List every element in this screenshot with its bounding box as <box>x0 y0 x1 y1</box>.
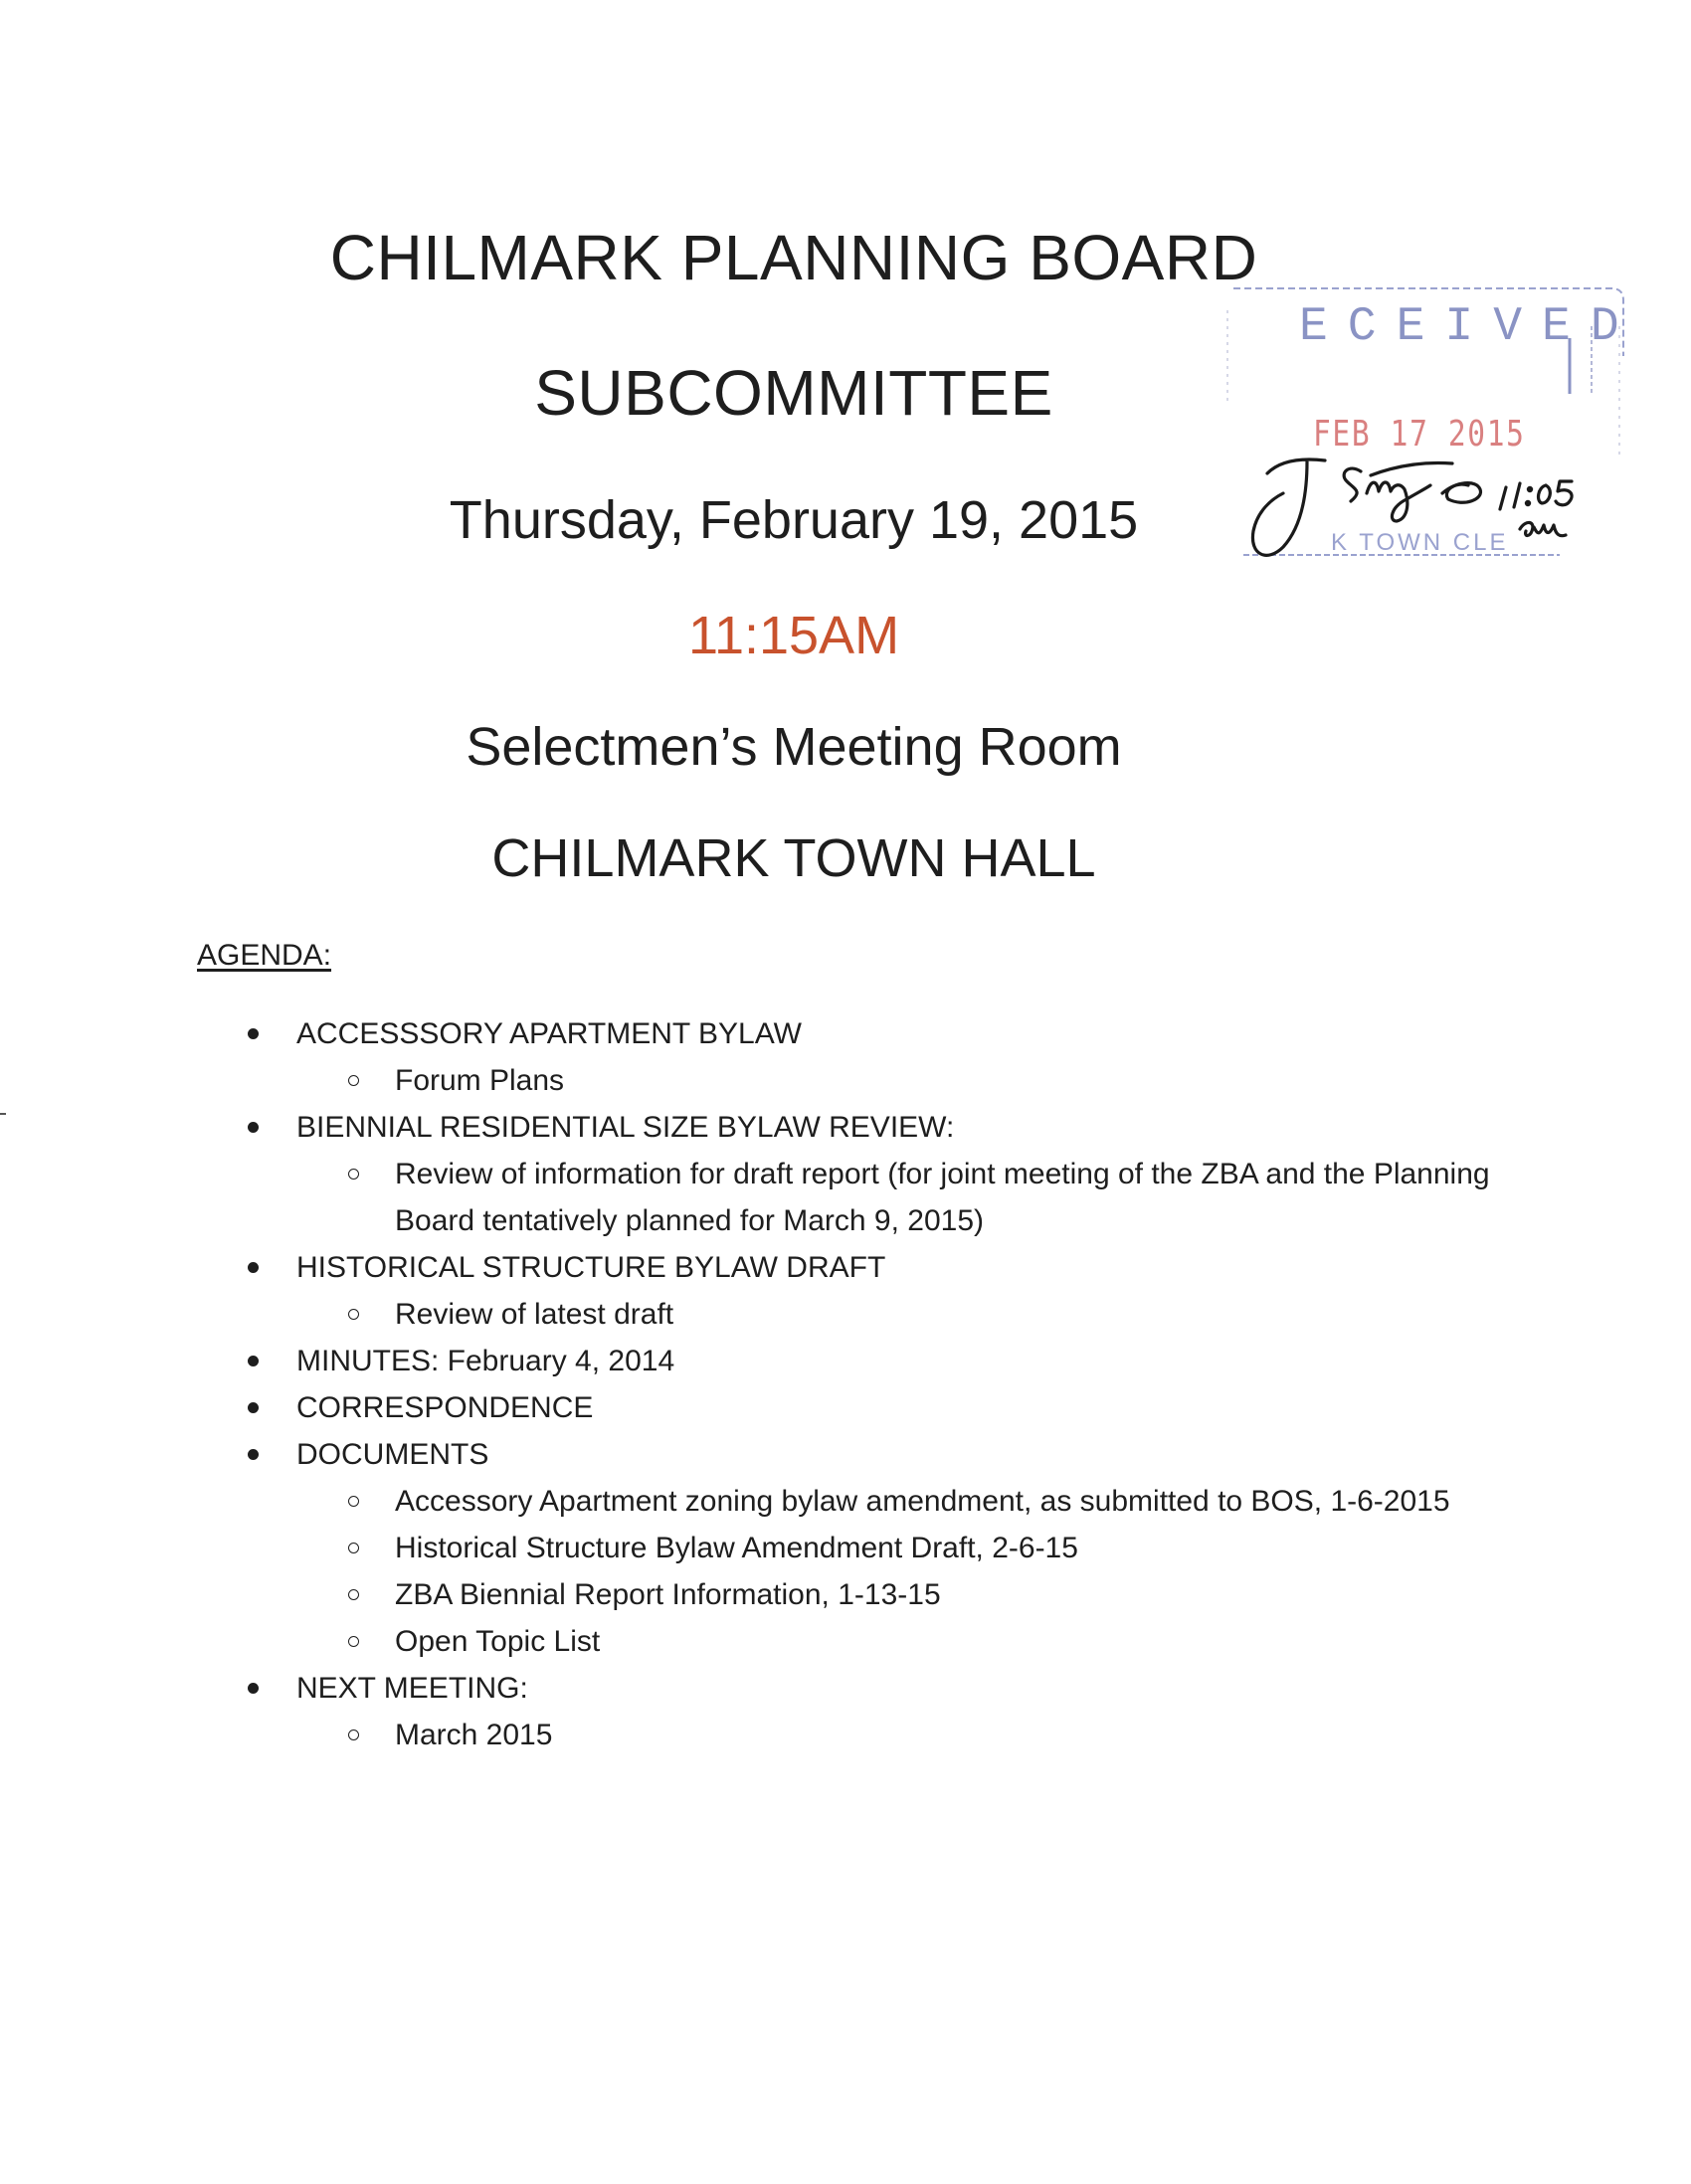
agenda-label: AGENDA: <box>197 939 332 972</box>
agenda-subitem <box>0 1291 1691 1338</box>
stamp-clerk-text: K TOWN CLE <box>1331 529 1509 556</box>
circle-bullet-icon <box>348 1309 359 1320</box>
agenda-item <box>0 1338 1691 1384</box>
agenda-subitem <box>0 1478 1691 1525</box>
circle-bullet-icon <box>348 1729 359 1740</box>
board-title: CHILMARK PLANNING BOARD <box>329 222 1258 293</box>
agenda-item-text: NEXT MEETING: <box>296 1672 528 1705</box>
agenda-item <box>0 1665 1691 1712</box>
agenda-subitem-text: Open Topic List <box>395 1625 601 1658</box>
agenda-subitem-text: Review of information for draft report (for joint meeting of the ZBA and the Planning Board tentatively planned for March 9, 2015) <box>395 1158 1490 1237</box>
meeting-time: 11:15AM <box>687 606 900 665</box>
bullet-icon <box>248 1356 259 1366</box>
agenda-list <box>0 1010 1691 1758</box>
agenda-subitem <box>0 1712 1691 1758</box>
agenda-item-text: ACCESSSORY APARTMENT BYLAW <box>296 1017 802 1050</box>
bullet-icon <box>248 1449 259 1460</box>
stamp-date: FEB 17 2015 <box>1313 414 1526 455</box>
agenda-item-text: DOCUMENTS <box>296 1438 489 1471</box>
agenda-item <box>0 1104 1691 1151</box>
circle-bullet-icon <box>348 1169 359 1180</box>
bullet-icon <box>248 1262 259 1273</box>
agenda-item-text: BIENNIAL RESIDENTIAL SIZE BYLAW REVIEW: <box>296 1111 955 1144</box>
agenda-item <box>0 1010 1691 1057</box>
meeting-date: Thursday, February 19, 2015 <box>449 490 1139 550</box>
agenda-subitem-text: Forum Plans <box>395 1064 565 1097</box>
agenda-subitem <box>0 1057 1691 1104</box>
agenda-item <box>0 1244 1691 1291</box>
agenda-item-text: MINUTES: February 4, 2014 <box>296 1345 675 1377</box>
bullet-icon <box>248 1122 259 1133</box>
meeting-venue: CHILMARK TOWN HALL <box>491 828 1096 888</box>
bullet-icon <box>248 1028 259 1039</box>
circle-bullet-icon <box>348 1636 359 1647</box>
bullet-icon <box>248 1683 259 1694</box>
agenda-item <box>0 1384 1691 1431</box>
agenda-item-text: HISTORICAL STRUCTURE BYLAW DRAFT <box>296 1251 886 1284</box>
agenda-subitem-text: ZBA Biennial Report Information, 1-13-15 <box>395 1578 941 1611</box>
agenda-subitem <box>0 1525 1691 1571</box>
subcommittee-title: SUBCOMMITTEE <box>534 357 1053 429</box>
agenda-subitem-text: Historical Structure Bylaw Amendment Draft, 2-6-15 <box>395 1532 1078 1564</box>
agenda-subitem-text: Review of latest draft <box>395 1298 674 1331</box>
agenda-subitem-text: Accessory Apartment zoning bylaw amendment, as submitted to BOS, 1-6-2015 <box>395 1485 1450 1518</box>
circle-bullet-icon <box>348 1075 359 1086</box>
agenda-subitem-text: March 2015 <box>395 1719 553 1751</box>
agenda-subitem <box>0 1618 1691 1665</box>
meeting-room: Selectmen’s Meeting Room <box>466 717 1122 777</box>
agenda-item <box>0 1431 1691 1478</box>
received-stamp <box>1221 286 1639 581</box>
stamp-received-text: ECEIVED <box>1299 300 1639 354</box>
scan-artifact-mark <box>0 1113 6 1115</box>
agenda-item-text: CORRESPONDENCE <box>296 1391 594 1424</box>
circle-bullet-icon <box>348 1543 359 1553</box>
handwritten-signature-icon <box>1221 286 1629 581</box>
circle-bullet-icon <box>348 1496 359 1507</box>
agenda-subitem <box>0 1571 1691 1618</box>
bullet-icon <box>248 1402 259 1413</box>
agenda-subitem <box>0 1151 1691 1244</box>
circle-bullet-icon <box>348 1589 359 1600</box>
